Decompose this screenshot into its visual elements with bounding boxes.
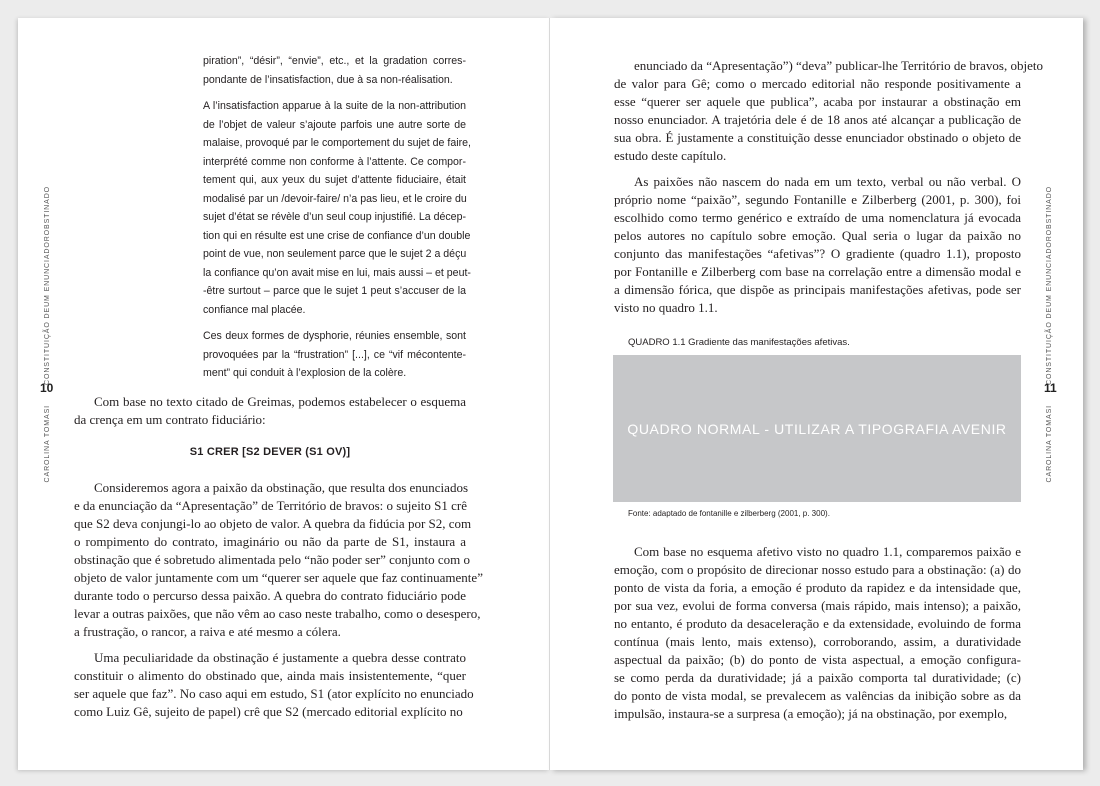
paragraph [74,649,474,721]
paragraph [203,327,466,383]
text-line: enunciado da “Apresentação”) “deva” publicar-lhe Território de bravos, objeto [634,58,1043,73]
text-line: tion qui en résulte est une crise de confiance d’un double [203,229,471,242]
paragraph [203,52,466,89]
text-line: tement qui, aux yeux du sujet d’attente fiduciaire, était [203,174,466,186]
paragraph [614,543,1021,723]
quadro-source: Fonte: adaptado de fontanille e zilberberg (2001, p. 300). [628,509,830,518]
running-head-author-left: CAROLINA TOMASI [44,405,51,483]
text-line: impulsão, instaura-se a surpresa (a emoção); já na obstinação, por exemplo, [614,706,1008,721]
text-line: sua obra. É justamente a constituição desse enunciador obstinado o objeto de [614,130,1021,145]
body-text-before-formula [74,393,466,429]
text-line: Com base no esquema afetivo visto no quadro 1.1, comparemos paixão e [634,544,1021,559]
text-line: interprété comme non conforme à l’attente. Ce compor- [203,155,466,168]
page-number-right: 11 [1044,381,1057,395]
text-line: como Luiz Gê, sujeito de papel) crê que S2 (mercado editorial explícito no [74,704,463,719]
text-line: constituir o alimento do obstinado que, ainda mais insistentemente, “quer [74,668,466,683]
text-line: da crença em um contrato fiduciário: [74,412,266,427]
text-line: de valor para Gê; como o mercado editorial não responde positivamente a [614,76,1021,91]
text-line: escolhido como termo genérico e extraído de uma nomenclatura já evocada [614,210,1021,225]
text-line: sujet d’état se révèle d’un seul coup injustifié. La décep- [203,211,466,223]
text-line: objeto de valor juntamente com um “querer ser aquele que faz continuamente” [74,570,483,585]
block-quote [203,52,471,391]
book-gutter [549,18,550,770]
text-line: no entanto, é produto da desaceleração e da extensidade, evoluindo de forma [614,616,1021,631]
text-line: durante todo o percurso dessa paixão. A quebra do contrato fiduciário pode [74,588,466,603]
text-line: levar a outras paixões, que não vêm ao caso neste trabalho, como o desespero, [74,606,481,621]
running-head-title-left: CONSTITUIÇÃO DEUM ENUNCIADOROBSTINADO [44,186,51,385]
text-line: point de vue, non seulement parce que le sujet 2 a déçu [203,248,467,260]
text-line: ment” qui conduit à l’explosion de la colère. [203,367,407,379]
text-line: A l’insatisfaction apparue à la suite de la non-attribution [203,100,466,112]
text-line: esse “querer ser aquele que publica”, acaba por instaurar a obstinação em [614,94,1021,109]
text-line: a dimensão fórica, que dispõe as principais manifestações afetivas, pode ser [614,282,1021,297]
running-head-title-right: CONSTITUIÇÃO DEUM ENUNCIADOROBSTINADO [1046,186,1053,385]
paragraph [614,57,1043,165]
text-line: Uma peculiaridade da obstinação é justamente a quebra desse contrato [94,650,466,665]
quadro-placeholder-box [613,355,1021,502]
text-line: piration”, “désir”, “envie”, etc., et la gradation corres- [203,55,466,67]
text-line: que S2 deva conjungi-lo ao objeto de valor. A quebra da fidúcia por S2, com [74,516,472,531]
paragraph [74,479,483,641]
text-line: visto no quadro 1.1. [614,300,718,315]
text-line: emoção, com o propósito de direcionar nosso estudo para a obstinação: (a) do [614,562,1021,577]
text-line: por Fontanille e Zilberberg com base na correlação entre a dimensão modal e [614,264,1021,279]
text-line: e da enunciação da “Apresentação” de Território de bravos: o sujeito S1 crê [74,498,468,513]
quadro-placeholder-text: QUADRO NORMAL - UTILIZAR A TIPOGRAFIA AVENIR [627,420,1007,437]
text-line: por sua vez, evolui de forma conversa (mais rápido, mais intenso); a paixão, [614,598,1021,613]
text-line: confiance mal placée. [203,303,306,316]
text-line: o rompimento do contrato, imaginário ou não da parte de S1, instaura a [74,534,466,549]
text-line: próprio nome “paixão”, segundo Fontanille e Zilberberg (2001, p. 300), foi [614,192,1021,207]
quadro-caption: QUADRO 1.1 Gradiente das manifestações afetivas. [628,337,850,348]
text-line: se como perda da duratividade; já a paixão comporta tal duratividade; (c) [614,670,1021,685]
text-line: -être surtout – parce que le sujet 1 peut s’accuser de la [203,285,466,297]
text-line: obstinação que é sobretudo alimentada pelo “não poder ser” conjunto com o [74,552,471,567]
text-line: de l’objet de valeur s’ajoute parfois une autre sorte de [203,118,466,131]
text-line: do ponto de vista modal, se prevalecem as valências da inibição sobre as da [614,688,1021,703]
paragraph [614,173,1021,317]
text-line: estudo deste capítulo. [614,148,727,163]
right-body-top [614,57,1043,325]
text-line: modalisé par un /devoir-faire/ n’a pas lieu, et le croire du [203,192,467,205]
left-body [74,393,483,729]
paragraph [203,97,471,319]
body-text-after-formula [74,479,483,721]
text-line: la confiance qu’on avait mise en lui, mais aussi – et peut- [203,266,471,279]
text-line: pondante de l’insatisfaction, due à sa non-réalisation. [203,73,453,86]
text-line: Com base no texto citado de Greimas, podemos estabelecer o esquema [94,394,466,409]
text-line: As paixões não nascem do nada em um texto, verbal ou não verbal. O [634,174,1021,189]
text-line: conjunto das manifestações “afetivas”? O gradiente (quadro 1.1), proposto [614,246,1021,261]
text-line: Ces deux formes de dysphorie, réunies ensemble, sont [203,330,466,342]
text-line: malaise, provoqué par le comportement du sujet de faire, [203,137,471,149]
text-line: contínua (mais lento, mais extenso), corroborando, assim, a duratividade [614,634,1021,649]
text-line: pelos autores no capítulo sobre emoção. Qual seria o lugar da paixão no [614,228,1021,243]
text-line: Consideremos agora a paixão da obstinação, que resulta dos enunciados [94,480,468,495]
page-number-left: 10 [40,381,54,395]
text-line: ser aquele que faz”. No caso aqui em estudo, S1 (ator explícito no enunciado [74,686,474,701]
right-body-bottom [614,543,1021,731]
text-line: ponto de vista da foria, a emoção é produto da rapidez e da intensidade que, [614,580,1021,595]
formula: S1 CRER [S2 DEVER (S1 OV)] [189,446,351,458]
text-line: provoquées par la “frustration” [...], ce “vif mécontente- [203,348,466,361]
text-line: a frustração, o rancor, a raiva e até mesmo a cólera. [74,624,341,639]
running-head-author-right: CAROLINA TOMASI [1046,405,1053,483]
paragraph [74,393,466,429]
text-line: nosso enunciador. A trajetória dele é de 18 anos até alcançar a publicação de [614,112,1021,127]
text-line: aspectual da paixão; (b) do ponto de vista aspectual, a emoção configura- [614,652,1021,667]
